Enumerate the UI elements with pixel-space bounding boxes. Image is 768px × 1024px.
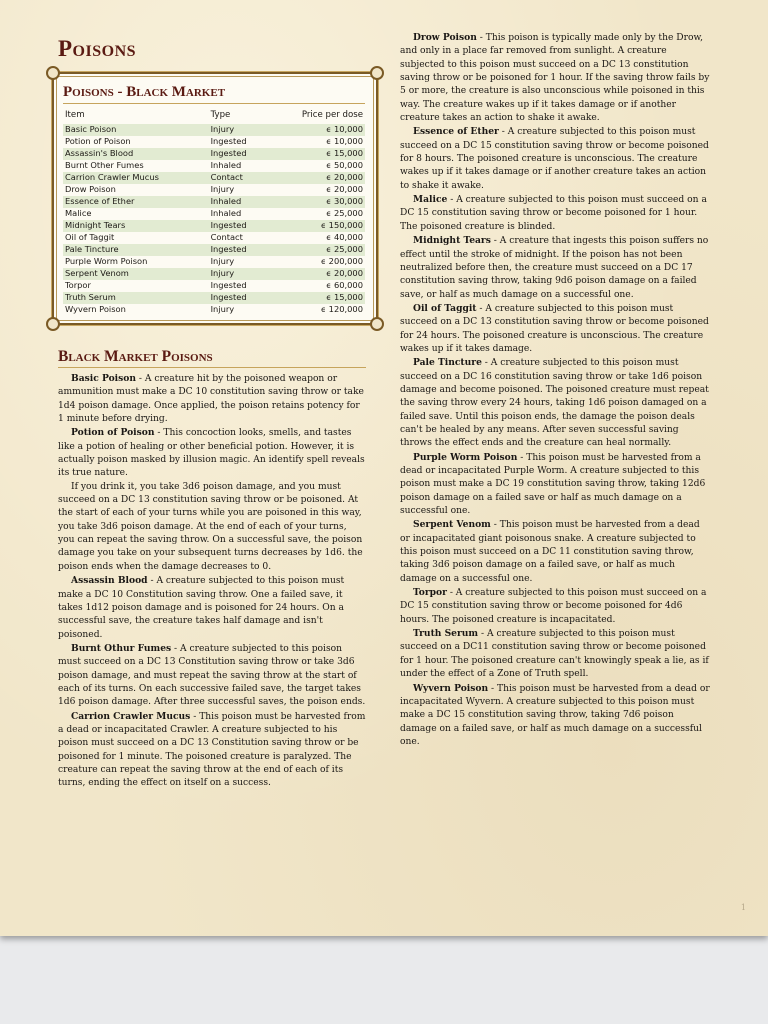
poison-entry [58,372,366,426]
table-cell-item: Burnt Other Fumes [65,160,144,171]
poison-entry [58,426,366,480]
table-row [63,160,365,172]
table-cell-price: ϵ 15,000 [326,148,363,159]
poison-entry [58,574,366,642]
poison-entry-text: If you drink it, you take 3d6 poison damage, and you must succeed on a DC 13 constitution saving throw or be poisoned. At the start of each of your turns while you are poisoned in this way, you take 3d6 poison damage. At the end of each of your turns, you can repeat the saving throw. On a successful save, the poison damage you take on your subsequent turns decreases by 1d6. the poison ends when the damage decreases to 0. [58,481,363,572]
poison-entry-text: - This poison must be harvested from a dead or incapacitated Crawler. A creature subjected to his poison must succeed on a DC 13 Constitution saving throw or be poisoned for 1 minute. The poisoned creature is paralyzed. The creature can repeat the saving throw at the end of each of its turns, ending the effect on itself on a success. [58,711,366,789]
poison-entry-name: Malice [413,194,448,206]
table-header-row [63,108,365,124]
poison-entry-name: Midnight Tears [413,235,491,247]
table-cell-item: Potion of Poison [65,136,131,147]
poison-entry-name: Serpent Venom [413,519,491,531]
poison-entry-name: Wyvern Poison [413,682,489,694]
table-cell-price: ϵ 20,000 [326,172,363,183]
poison-entry-text: - A creature subjected to this poison must succeed on a DC 15 constitution saving throw or become poisoned for 8 hours. The poisoned creature is unconscious. The creature wakes up if it takes damage or if another creature takes an action to shake it awake. [400,127,709,191]
poison-entry-name: Burnt Othur Fumes [71,642,172,654]
poison-entry-name: Essence of Ether [413,126,499,138]
table-cell-item: Malice [65,208,92,219]
poison-entry [400,627,710,681]
poison-entry-text: - A creature hit by the poisoned weapon or ammunition must make a DC 10 constitution saving throw or take 1d4 poison damage. Once applied, the poison retains potency for 1 minute before drying. [58,374,364,425]
page-number: 1 [740,903,746,912]
table-cell-item: Drow Poison [65,184,116,195]
table-cell-item: Carrion Crawler Mucus [65,172,159,183]
page-title: Poisons [58,36,137,61]
frame-corner-ornament [370,66,384,80]
poison-entry-text: - A creature subjected to this poison must succeed on a DC 16 constitution saving throw or take 1d6 poison damage and become poisoned. The poisoned creature must repeat the saving throw every 24 hours, taking 1d6 poison damaged on a failed save. Until this poison ends, the damage the poison deals can't be healed by any means. After seven successful saving throws the effect ends and the creature can heal normally. [400,358,709,449]
poison-entry-name: Assassin Blood [71,575,148,587]
poison-table-frame [52,72,378,325]
poison-entry [400,125,710,193]
table-row [63,172,365,184]
table-row [63,304,365,316]
poison-entry-name: Pale Tincture [413,357,482,369]
table-cell-price: ϵ 200,000 [320,256,363,267]
poison-entry [400,193,710,234]
table-row [63,148,365,160]
table-cell-price: ϵ 20,000 [326,184,363,195]
poison-entry [400,586,710,627]
header-type: Type [210,110,231,120]
poison-entry-name: Carrion Crawler Mucus [71,710,191,722]
section-title: Black Market Poisons [58,347,366,368]
table-cell-price: ϵ 10,000 [326,136,363,147]
poison-entry-text: - A creature subjected to this poison must succeed on a DC11 constitution saving throw or become poisoned for 1 hour. The poisoned creature can't knowingly speak a lie, as if under the effect of a Zone of Truth spell. [400,629,709,680]
table-cell-type: Ingested [210,244,247,255]
poison-entry [400,682,710,750]
table-row [63,196,365,208]
table-cell-price: ϵ 20,000 [326,268,363,279]
poison-entry-text: - A creature subjected to this poison must succeed on a DC 15 constitution saving throw or become poisoned for 1 hour. The poisoned creature is blinded. [400,195,707,232]
table-cell-item: Wyvern Poison [65,304,126,315]
table-cell-item: Serpent Venom [65,268,129,279]
right-column [400,31,710,749]
poison-entry [400,451,710,519]
table-cell-item: Purple Worm Poison [65,256,148,267]
table-cell-item: Pale Tincture [65,244,119,255]
table-cell-price: ϵ 15,000 [326,292,363,303]
table-cell-type: Contact [210,172,243,183]
poison-entry-name: Torpor [413,587,447,599]
header-item: Item [65,110,85,120]
table-row [63,124,365,136]
table-cell-type: Inhaled [210,208,242,219]
table-cell-type: Injury [210,184,235,195]
table-row [63,136,365,148]
table-cell-price: ϵ 50,000 [326,160,363,171]
table-row [63,280,365,292]
table-cell-price: ϵ 25,000 [326,208,363,219]
table-cell-type: Injury [210,304,235,315]
table-cell-price: ϵ 40,000 [326,232,363,243]
table-row [63,292,365,304]
right-entries [400,31,710,749]
poison-entry-text: - A creature subjected to this poison must succeed on a DC 15 constitution saving throw or become poisoned for 4d6 hours. The poisoned creature is incapacitated. [400,588,707,625]
table-cell-type: Inhaled [210,160,242,171]
table-cell-type: Ingested [210,292,247,303]
frame-corner-ornament [46,317,60,331]
poison-entry [400,31,710,125]
table-cell-price: ϵ 150,000 [320,220,363,231]
table-cell-type: Contact [210,232,243,243]
poison-entry-name: Purple Worm Poison [413,451,518,463]
poison-entry-name: Potion of Poison [71,427,155,439]
poison-entry [58,710,366,791]
table-cell-type: Ingested [210,148,247,159]
poison-entry-text: - This poison must be harvested from a dead or incapacitated giant poisonous snake. A creature subjected to this poison must succeed on a DC 11 constitution saving throw, taking 3d6 poison damage on a failed save, or half as much damage on a successful one. [400,520,700,584]
poison-entry-text: - A creature subjected to this poison must make a DC 10 Constitution saving throw. One a failed save, it takes 1d12 poison damage and is poisoned for 24 hours. On a successful save, the creature takes half damage and isn't poisoned. [58,576,345,640]
table-row [63,208,365,220]
table-row [63,220,365,232]
table-cell-price: ϵ 10,000 [326,124,363,135]
poison-entry-text: - A creature subjected to this poison must succeed on a DC 13 Constitution saving throw or take 3d6 poison damage, and must repeat the saving throw at the start of each of its turns. On each successive failed save, the target takes 1d6 poison damage. After three successful saves, the poison ends. [58,643,366,708]
poison-entry-text: - This poison must be harvested from a dead or incapacitated Purple Worm. A creature subjected to this poison must make a DC 19 constitution saving throw, taking 12d6 poison damage on a failed save or half as much damage on a successful one. [400,452,706,517]
poison-entry-text: - This poison is typically made only by the Drow, and only in a place far removed from sunlight. A creature subjected to this poison must succeed on a DC 13 constitution saving throw or be poisoned for 1 hour. If the saving throw fails by 5 or more, the creature is also unconscious while poisoned in this way. The creature wakes up if it takes damage or if another creature takes an action to shake it awake. [400,33,710,124]
table-cell-item: Midnight Tears [65,220,126,231]
table-row [63,268,365,280]
table-row [63,184,365,196]
table-row [63,244,365,256]
poison-entry [400,356,710,450]
poison-entry-text: - This poison must be harvested from a dead or incapacitated Wyvern. A creature subjected to this poison must make a DC 15 constitution saving throw, taking 7d6 poison damage on a failed save, or half as much damage on a successful one. [400,683,710,747]
frame-corner-ornament [370,317,384,331]
table-cell-type: Ingested [210,136,247,147]
table-cell-item: Truth Serum [65,292,116,303]
frame-corner-ornament [46,66,60,80]
table-cell-type: Ingested [210,220,247,231]
table-cell-item: Oil of Taggit [65,232,115,243]
table-cell-item: Assassin's Blood [65,148,134,159]
poison-entry-name: Oil of Taggit [413,302,477,314]
table-cell-type: Injury [210,124,235,135]
table-body [63,124,365,316]
table-cell-type: Injury [210,268,235,279]
table-cell-type: Injury [210,256,235,267]
left-column [58,34,366,791]
left-entries [58,372,366,791]
table-cell-price: ϵ 60,000 [326,280,363,291]
poison-entry [58,481,366,574]
table-row [63,232,365,244]
table-cell-price: ϵ 25,000 [326,244,363,255]
table-title: Poisons - Black Market [63,83,365,104]
poison-entry-name: Drow Poison [413,32,477,43]
table-row [63,256,365,268]
poison-entry [400,302,710,356]
table-cell-item: Essence of Ether [65,196,135,207]
poison-entry [400,518,710,586]
poison-price-table [63,108,365,316]
table-cell-type: Ingested [210,280,247,291]
poison-entry-name: Basic Poison [71,373,136,384]
table-cell-type: Inhaled [210,196,242,207]
table-cell-item: Basic Poison [65,124,117,135]
header-price: Price per dose [301,110,363,120]
poison-entry [400,234,710,302]
table-cell-item: Torpor [65,280,91,291]
poison-entry-text: - A creature that ingests this poison suffers no effect until the stroke of midnight. If the poison has not been neutralized before then, the creature must succeed on a DC 17 constitution saving throw, taking 9d6 poison damage on a failed save, or half as much damage on a successful one. [400,236,709,300]
table-cell-price: ϵ 120,000 [320,304,363,315]
poison-entry [58,642,366,710]
poison-entry-name: Truth Serum [413,628,479,640]
table-cell-price: ϵ 30,000 [326,196,363,207]
poison-entry-text: - A creature subjected to this poison must succeed on a DC 13 constitution saving throw or become poisoned for 24 hours. The poisoned creature is unconscious. The creature wakes up if it takes damage. [400,303,709,354]
poison-entry-text: - This concoction looks, smells, and tastes like a potion of healing or other beneficial potion. However, it is actually poison masked by illusion magic. An identify spell reveals its true nature. [58,428,365,479]
